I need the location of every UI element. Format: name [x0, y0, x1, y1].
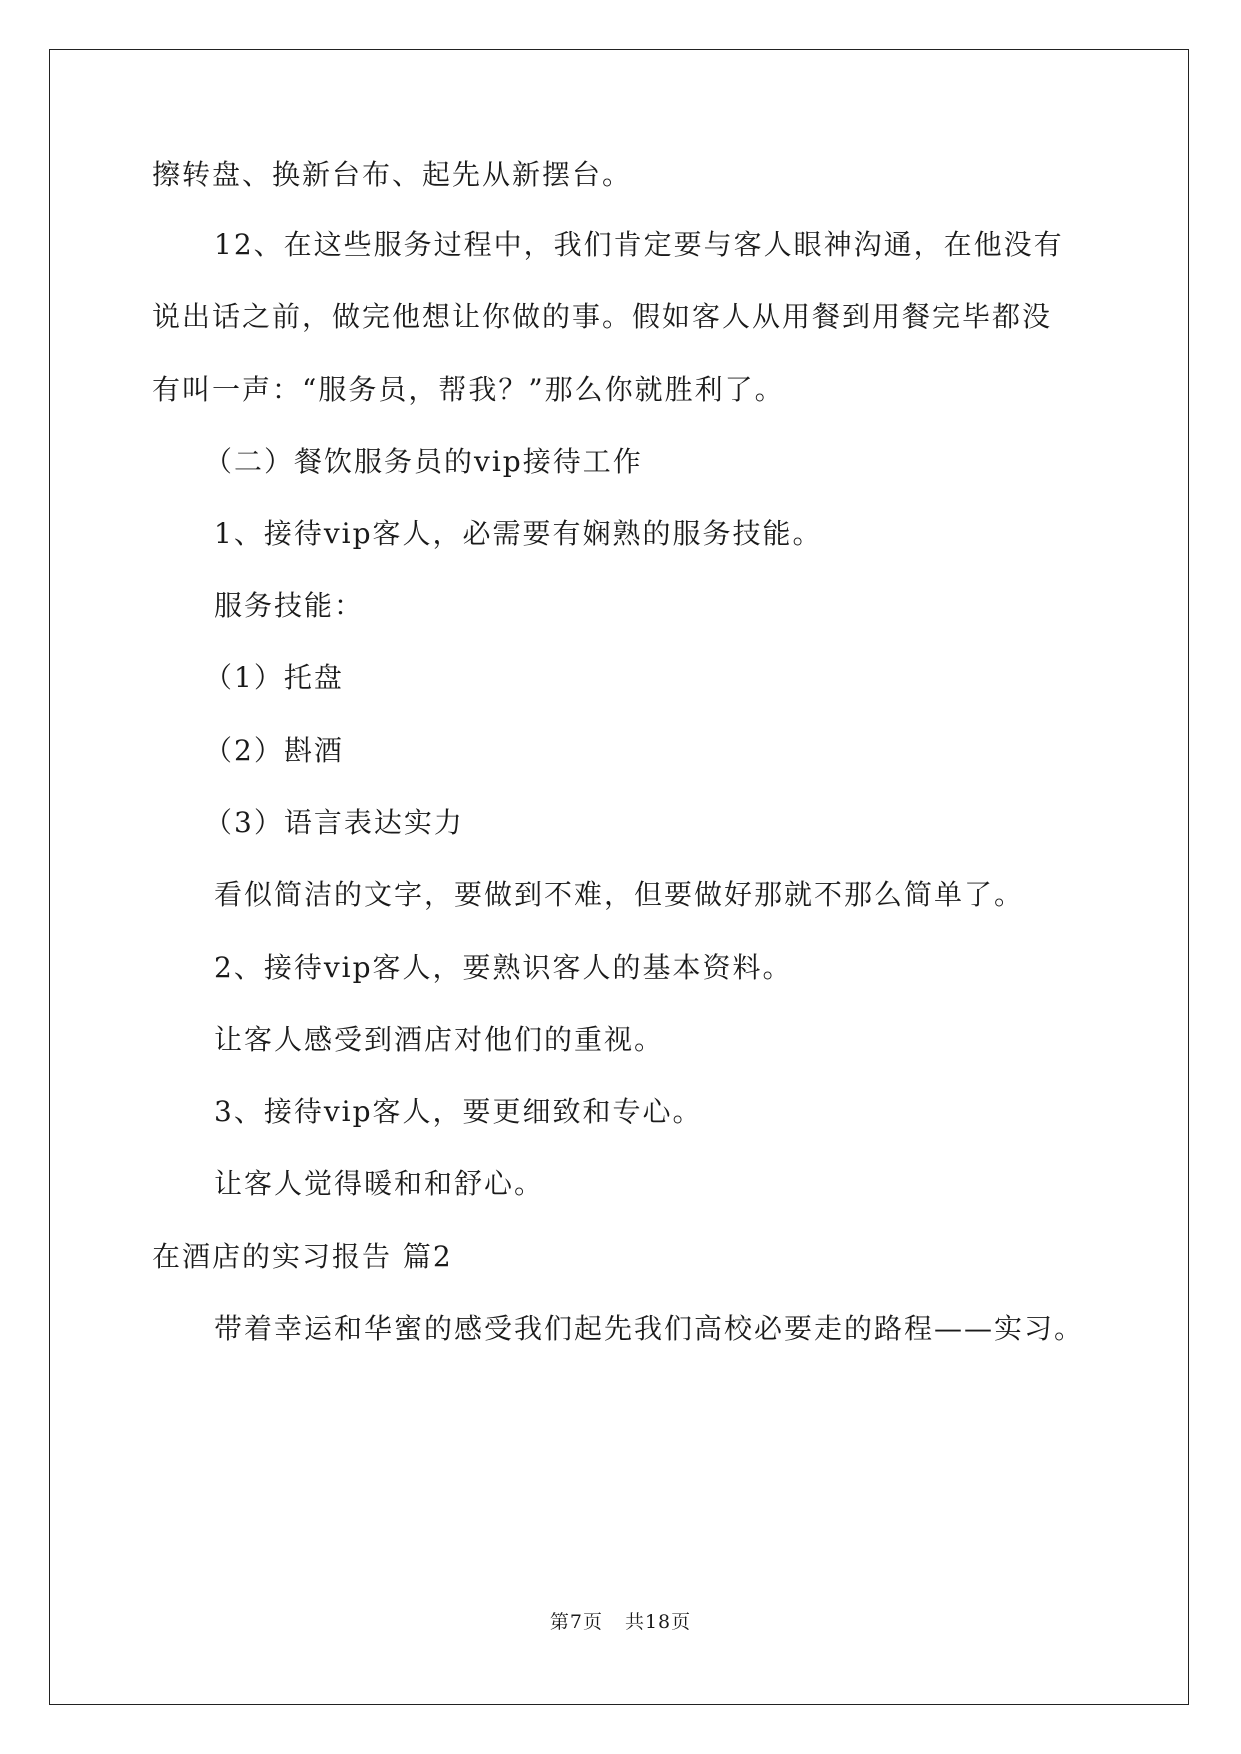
- page-number-total: 共18页: [624, 1611, 692, 1633]
- paragraph-item-3-note: 让客人觉得暖和和舒心。: [214, 1167, 545, 1200]
- paragraph-item-12-line3: 有叫一声：“服务员，帮我？”那么你就胜利了。: [152, 373, 785, 406]
- text-line-continuation: 擦转盘、换新台布、起先从新摆台。: [152, 158, 633, 191]
- paragraph-item-1: 1、接待vip客人，必需要有娴熟的服务技能。: [214, 517, 823, 550]
- paragraph-summary: 看似简洁的文字，要做到不难，但要做好那就不那么简单了。: [214, 878, 1025, 911]
- article-title-part2: 在酒店的实习报告 篇2: [152, 1240, 453, 1273]
- skill-item-3: （3）语言表达实力: [204, 806, 464, 839]
- skill-item-1: （1）托盘: [204, 661, 344, 694]
- paragraph-item-2-note: 让客人感受到酒店对他们的重视。: [214, 1023, 665, 1056]
- page-number-current: 第7页: [549, 1611, 603, 1633]
- skill-item-2: （2）斟酒: [204, 734, 344, 767]
- page-footer: [0, 1610, 1241, 1634]
- paragraph-item-3: 3、接待vip客人，要更细致和专心。: [214, 1095, 703, 1128]
- paragraph-item-12-line2: 说出话之前，做完他想让你做的事。假如客人从用餐到用餐完毕都没: [152, 300, 1053, 333]
- section-heading-vip: （二）餐饮服务员的vip接待工作: [204, 445, 643, 478]
- service-skills-label: 服务技能：: [214, 589, 365, 622]
- paragraph-item-12: 12、在这些服务过程中，我们肯定要与客人眼神沟通，在他没有: [214, 228, 1064, 261]
- paragraph-item-2: 2、接待vip客人，要熟识客人的基本资料。: [214, 951, 793, 984]
- paragraph-intro: 带着幸运和华蜜的感受我们起先我们高校必要走的路程——实习。: [214, 1312, 1085, 1345]
